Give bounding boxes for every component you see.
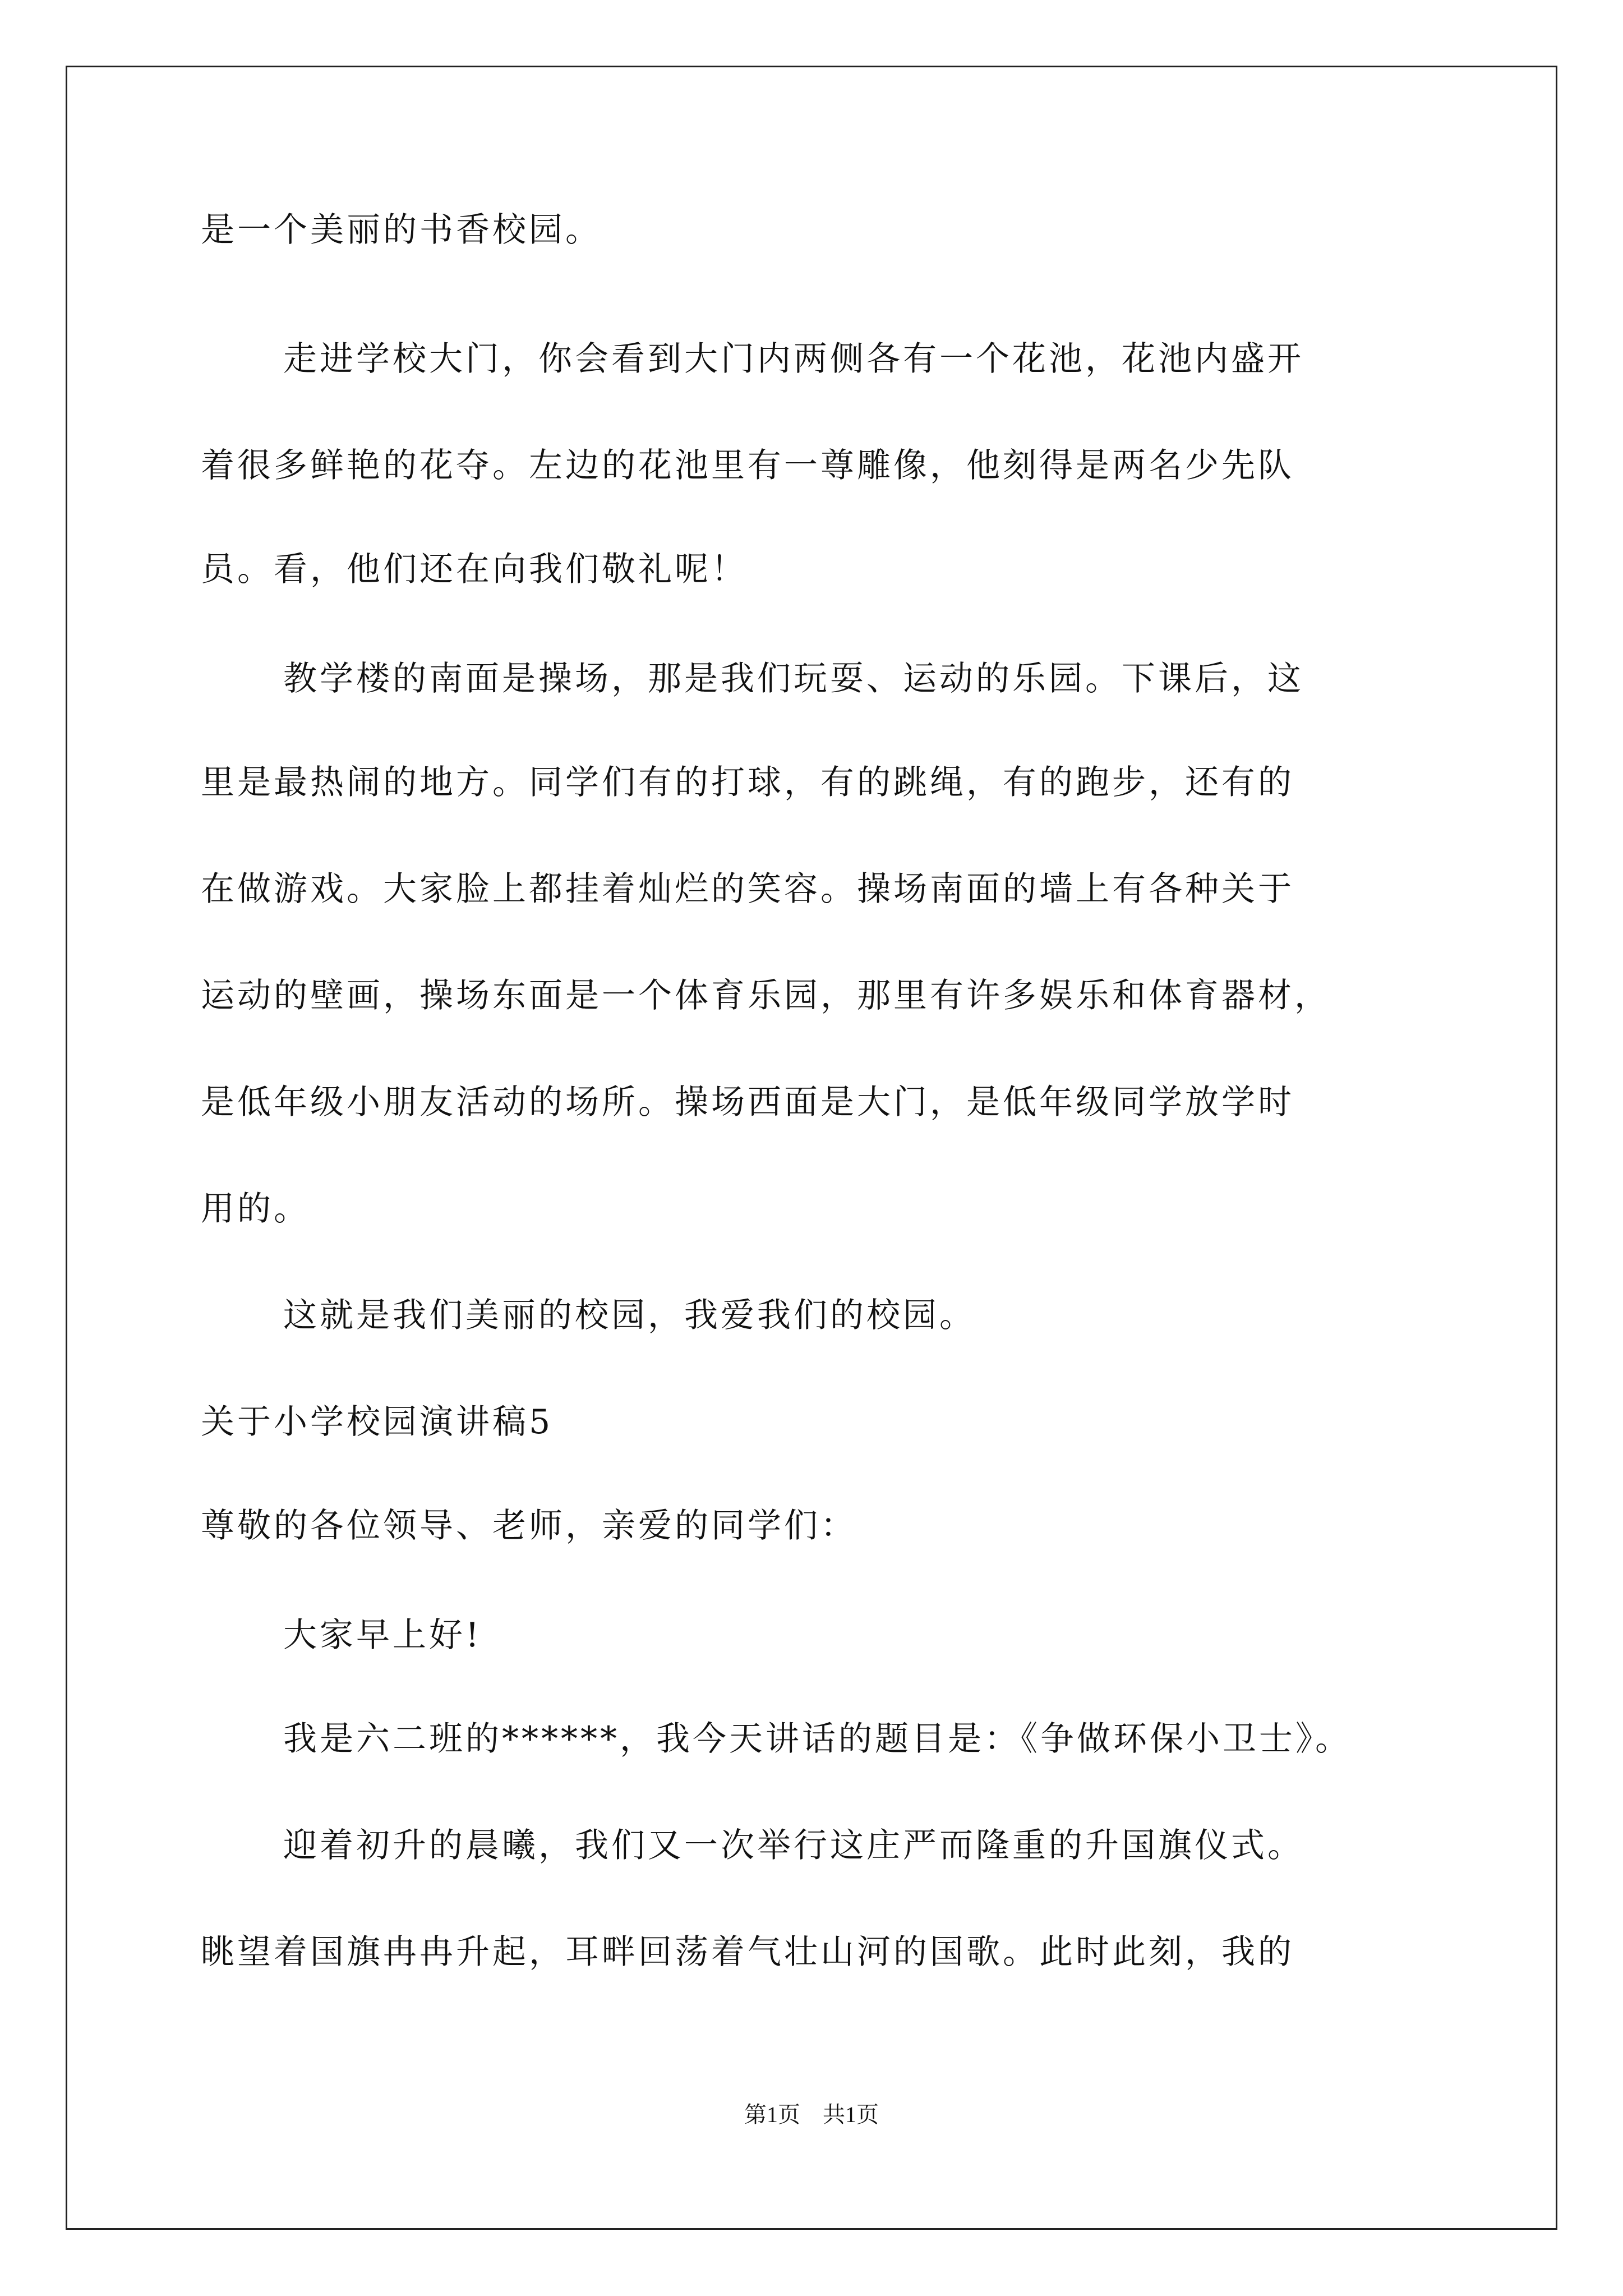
paragraph-line: 运动的壁画，操场东面是一个体育乐园，那里有许多娱乐和体育器材，: [201, 976, 1331, 1015]
paragraph-line: 在做游戏。大家脸上都挂着灿烂的笑容。操场南面的墙上有各种关于: [201, 869, 1294, 909]
paragraph-line: 着很多鲜艳的花夺。左边的花池里有一尊雕像，他刻得是两名少先队: [201, 446, 1294, 485]
paragraph-line: 是一个美丽的书香校园。: [201, 210, 602, 250]
page-border: [66, 66, 1557, 2230]
paragraph-line: 员。看，他们还在向我们敬礼呢！: [201, 550, 748, 589]
paragraph-line: 这就是我们美丽的校园，我爱我们的校园。: [283, 1296, 976, 1335]
paragraph-line: 用的。: [201, 1189, 310, 1228]
greeting: 大家早上好!: [283, 1616, 482, 1655]
paragraph-line: 迎着初升的晨曦，我们又一次举行这庄严而隆重的升国旗仪式。: [283, 1826, 1304, 1865]
salutation: 尊敬的各位领导、老师，亲爱的同学们：: [201, 1506, 857, 1545]
page-number: 第1页 共1页: [744, 2102, 879, 2127]
paragraph-line: 是低年级小朋友活动的场所。操场西面是大门，是低年级同学放学时: [201, 1083, 1294, 1122]
paragraph-line: 我是六二班的******，我今天讲话的题目是：《争做环保小卫士》。: [283, 1719, 1352, 1759]
paragraph-line: 教学楼的南面是操场，那是我们玩耍、运动的乐园。下课后，这: [283, 659, 1304, 698]
paragraph-line: 里是最热闹的地方。同学们有的打球，有的跳绳，有的跑步，还有的: [201, 763, 1294, 802]
paragraph-line: 走进学校大门，你会看到大门内两侧各有一个花池，花池内盛开: [283, 339, 1304, 379]
section-heading: 关于小学校园演讲稿5: [201, 1402, 554, 1442]
paragraph-line: 眺望着国旗冉冉升起，耳畔回荡着气壮山河的国歌。此时此刻，我的: [201, 1932, 1294, 1972]
